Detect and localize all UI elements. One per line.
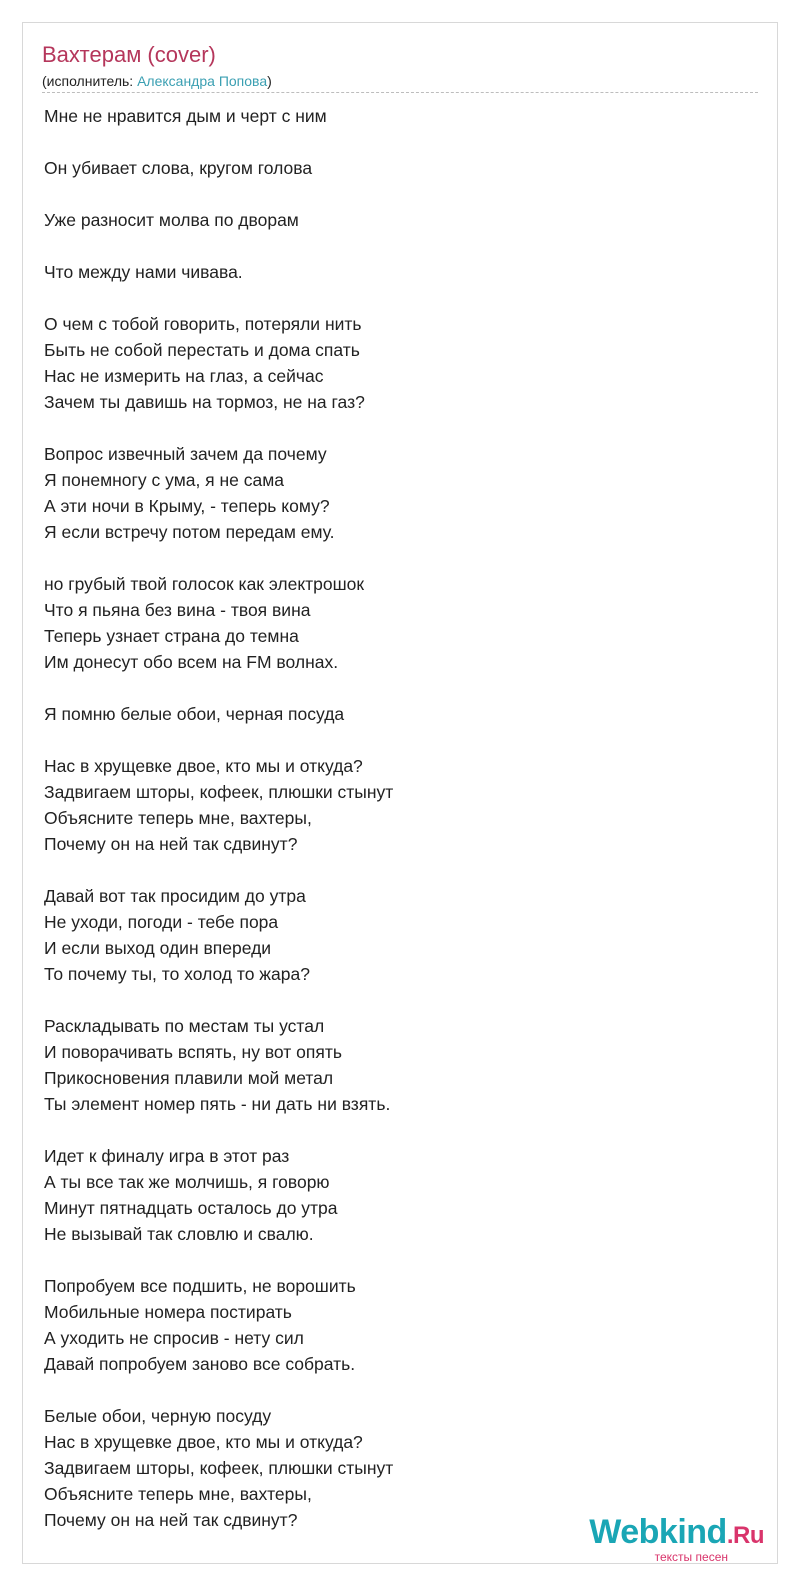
performer-suffix: ) xyxy=(267,73,272,89)
lyrics-line: Давай попробуем заново все собрать. xyxy=(44,1354,356,1374)
logo-wordmark xyxy=(589,1514,764,1554)
lyrics-line: Теперь узнает страна до темна xyxy=(44,626,299,646)
lyrics-stanza xyxy=(44,883,764,987)
lyrics-line: Я понемногу с ума, я не сама xyxy=(44,470,285,490)
lyrics-line: Раскладывать по местам ты устал xyxy=(44,1016,325,1036)
logo-tagline: тексты песен xyxy=(654,1550,728,1564)
lyrics-stanza xyxy=(44,701,764,727)
lyrics-line: И поворачивать вспять, ну вот опять xyxy=(44,1042,342,1062)
lyrics-line: А уходить не спросив - нету сил xyxy=(44,1328,304,1348)
site-logo[interactable] xyxy=(589,1514,764,1564)
lyrics-line: Быть не собой перестать и дома спать xyxy=(44,340,360,360)
lyrics-line: Вопрос извечный зачем да почему xyxy=(44,444,327,464)
lyrics-stanza xyxy=(44,1013,764,1117)
lyrics-line: но грубый твой голосок как электрошок xyxy=(44,574,365,594)
lyrics-stanza xyxy=(44,753,764,857)
lyrics-line: Мне не нравится дым и черт с ним xyxy=(44,106,327,126)
lyrics-line: Давай вот так просидим до утра xyxy=(44,886,306,906)
lyrics-line: Нас в хрущевке двое, кто мы и откуда? xyxy=(44,1432,363,1452)
lyrics-stanza xyxy=(44,1273,764,1377)
performer-prefix: (исполнитель: xyxy=(42,73,138,89)
lyrics-line: Белые обои, черную посуду xyxy=(44,1406,272,1426)
lyrics-stanza xyxy=(44,259,764,285)
lyrics-stanza xyxy=(44,441,764,545)
lyrics-line: Идет к финалу игра в этот раз xyxy=(44,1146,290,1166)
lyrics-stanza xyxy=(44,1143,764,1247)
lyrics-line: Мобильные номера постирать xyxy=(44,1302,292,1322)
lyrics-line: Я если встречу потом передам ему. xyxy=(44,522,335,542)
lyrics-line: Объясните теперь мне, вахтеры, xyxy=(44,1484,312,1504)
lyrics-line: А эти ночи в Крыму, - теперь кому? xyxy=(44,496,330,516)
lyrics-line: Минут пятнадцать осталось до утра xyxy=(44,1198,338,1218)
lyrics-stanza xyxy=(44,311,764,415)
lyrics-line: Зачем ты давишь на тормоз, не на газ? xyxy=(44,392,365,412)
song-title: Вахтерам (cover) xyxy=(42,42,216,67)
lyrics-line: Ты элемент номер пять - ни дать ни взять. xyxy=(44,1094,391,1114)
lyrics-stanza xyxy=(44,207,764,233)
lyrics-line: Нас не измерить на глаз, а сейчас xyxy=(44,366,324,386)
lyrics-line: О чем с тобой говорить, потеряли нить xyxy=(44,314,362,334)
lyrics-line: Почему он на ней так сдвинут? xyxy=(44,834,298,854)
lyrics-line: Им донесут обо всем на FM волнах. xyxy=(44,652,339,672)
lyrics-line: Не уходи, погоди - тебе пора xyxy=(44,912,279,932)
lyrics-line: И если выход один впереди xyxy=(44,938,272,958)
lyrics-line: Прикосновения плавили мой метал xyxy=(44,1068,334,1088)
logo-brand: Webkind xyxy=(589,1513,727,1551)
lyrics-line: Уже разносит молва по дворам xyxy=(44,210,299,230)
lyrics-stanza xyxy=(44,155,764,181)
logo-tld: .Ru xyxy=(726,1522,764,1549)
performer-line xyxy=(42,72,272,90)
lyrics-line: Что между нами чивава. xyxy=(44,262,243,282)
lyrics-stanza xyxy=(44,103,764,129)
lyrics-line: Попробуем все подшить, не ворошить xyxy=(44,1276,356,1296)
lyrics-line: Почему он на ней так сдвинут? xyxy=(44,1510,298,1530)
lyrics-line: То почему ты, то холод то жара? xyxy=(44,964,310,984)
lyrics-line: Что я пьяна без вина - твоя вина xyxy=(44,600,311,620)
lyrics-line: Не вызывай так словлю и свалю. xyxy=(44,1224,314,1244)
lyrics-line: Объясните теперь мне, вахтеры, xyxy=(44,808,312,828)
artist-link[interactable]: Александра Попова xyxy=(137,73,268,89)
lyrics-stanza xyxy=(44,571,764,675)
title-divider xyxy=(42,92,758,93)
lyrics-line: Нас в хрущевке двое, кто мы и откуда? xyxy=(44,756,363,776)
lyrics-body xyxy=(44,103,764,1559)
lyrics-line: Задвигаем шторы, кофеек, плюшки стынут xyxy=(44,782,394,802)
lyrics-line: Он убивает слова, кругом голова xyxy=(44,158,313,178)
lyrics-line: А ты все так же молчишь, я говорю xyxy=(44,1172,330,1192)
lyrics-line: Задвигаем шторы, кофеек, плюшки стынут xyxy=(44,1458,394,1478)
lyrics-line: Я помню белые обои, черная посуда xyxy=(44,704,345,724)
